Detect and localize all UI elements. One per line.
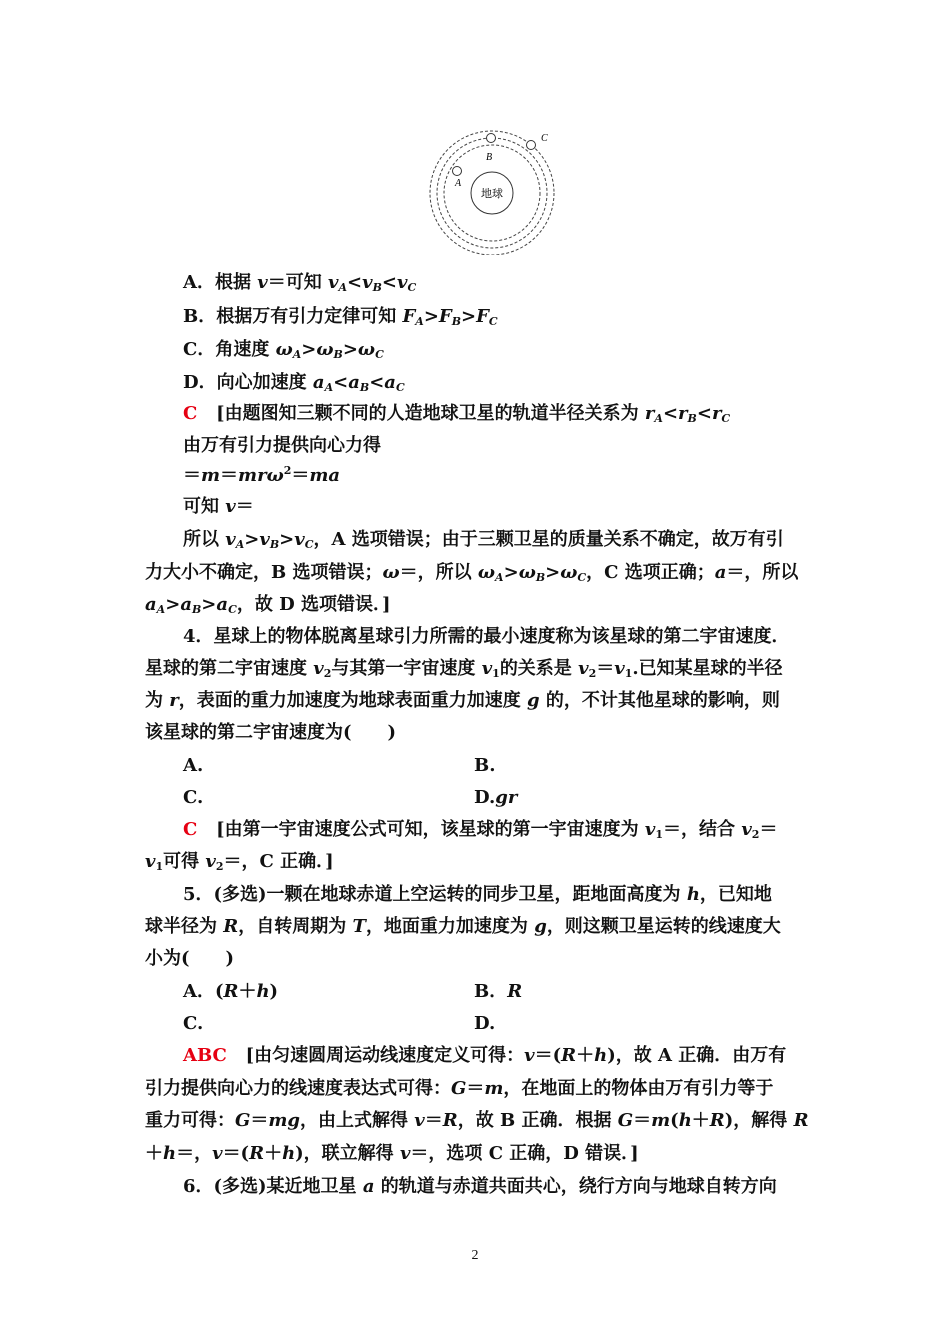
q3-answer-line3: ＝m＝mrω$^2$＝ma [183,464,341,486]
label-a: A [455,178,462,189]
answer-key: C [183,819,198,840]
q4-line3: 为 r，表面的重力加速度为地球表面重力加速度 g 的，不计其他星球的影响，则 [145,690,780,711]
q5-answer-line1: ABC [由匀速圆周运动线速度定义可得：v＝(R＋h)，故 A 正确．由万有 [183,1045,787,1066]
q3-answer-line2: 由万有引力提供向心力得 [183,435,381,456]
q5-option-c: C. [183,1013,204,1034]
q3-answer-line1: C [由题图知三颗不同的人造地球卫星的轨道半径关系为 $r_A<r_B<r_C$ [183,403,731,425]
q4-option-d: D.gr [474,787,518,808]
q5-answer-line4: ＋h＝，v＝(R＋h)，联立解得 v＝，选项 C 正确，D 错误．] [145,1143,639,1164]
q5-option-d: D. [474,1013,496,1034]
q5-line1: 5．(多选)一颗在地球赤道上空运转的同步卫星，距地面高度为 h，已知地 [183,884,772,905]
answer-key: ABC [183,1045,227,1066]
q4-line2: 星球的第二宇宙速度 $v_2$与其第一宇宙速度 $v_1$的关系是 $v_2=v_1$.已知某星球的半径 [145,658,783,680]
label-c: C [541,133,548,144]
q4-answer-line1: C [由第一宇宙速度公式可知，该星球的第一宇宙速度为 $v_1=$，结合 $v_2=$ [183,819,778,841]
q4-option-a: A. [183,755,204,776]
page-number: 2 [471,1248,479,1263]
q5-answer-line2: 引力提供向心力的线速度表达式可得：G＝m，在地面上的物体由万有引力等于 [145,1078,774,1099]
q3-option-a: A．根据 v＝可知 $v_A<v_B<v_C$ [183,272,417,294]
q3-option-b: B．根据万有引力定律可知 $F_A>F_B>F_C$ [183,306,498,328]
q6-line1: 6．(多选)某近地卫星 a 的轨道与赤道共面共心，绕行方向与地球自转方向 [183,1176,777,1197]
orbit-diagram [425,125,560,255]
q3-answer-line7: $a_A>a_B>a_C$，故 D 选项错误．] [145,594,391,616]
q3-answer-line5: 所以 $v_A>v_B>v_C$，A 选项错误；由于三颗卫星的质量关系不确定，故万有引 [183,529,784,551]
label-b: B [486,152,493,163]
q5-option-b: B．R [474,981,523,1002]
q3-option-c: C．角速度 $\omega_A>\omega_B>\omega_C$ [183,339,384,361]
q5-option-a: A．(R＋h) [183,981,279,1002]
q5-answer-line3: 重力可得：G＝mg，由上式解得 v＝R，故 B 正确．根据 G＝m(h＋R)，解得 R [145,1110,809,1131]
q3-answer-line6: 力大小不确定，B 选项错误；ω＝，所以 $\omega_A>\omega_B>\omega_C$，C 选项正确；a＝，所以 [145,562,799,584]
q3-answer-line4: 可知 v＝ [183,496,254,517]
q4-option-b: B. [474,755,496,776]
q4-answer-line2: $v_1$可得 $v_2=$，C 正确．] [145,851,334,873]
earth-label: 地球 [481,187,503,200]
q5-line2: 球半径为 R，自转周期为 T，地面重力加速度为 g，则这颗卫星运转的线速度大 [145,916,781,937]
q3-option-d: D．向心加速度 $a_A<a_B<a_C$ [183,372,405,394]
answer-key: C [183,403,198,424]
q4-option-c: C. [183,787,204,808]
q4-line1: 4．星球上的物体脱离星球引力所需的最小速度称为该星球的第二宇宙速度． [183,626,790,647]
q4-line4: 该星球的第二宇宙速度为( ) [145,722,397,743]
q5-line3: 小为( ) [145,948,235,969]
